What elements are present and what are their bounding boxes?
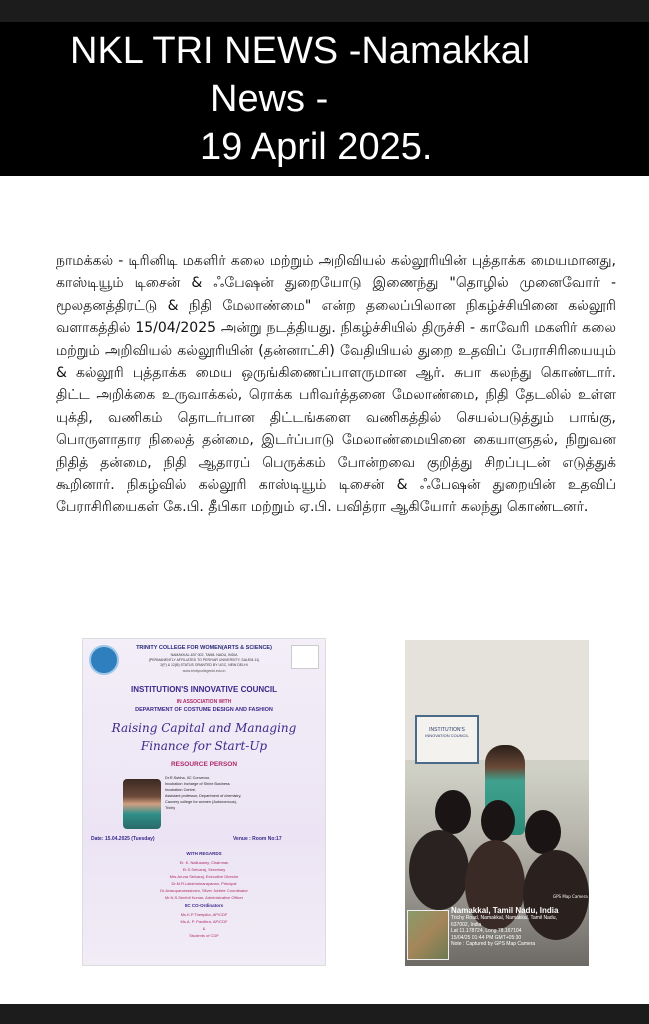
resource-person-details [165, 775, 241, 811]
poster-association: IN ASSOCIATION WITH [176, 699, 232, 705]
poster-coordinators-heading: IIC CO-Ordinators [184, 903, 224, 908]
regards-item: Mr.N.S.Senthil Kumar, Administrative Officer [164, 895, 244, 900]
poster-resource-heading: RESOURCE PERSON [170, 761, 238, 768]
header-title-line1: NKL TRI NEWS -Namakkal [70, 30, 531, 72]
poster-address2: (PERMANENTLY AFFILIATED TO PERIYAR UNIVERSITY, SALEM-11) [148, 658, 260, 662]
event-poster [82, 638, 326, 966]
poster-date: Date: 15.04.2025 (Tuesday) [91, 836, 155, 842]
gps-address: Trichy Road, Namakkal, Namakkal, Tamil Nadu, [451, 915, 557, 921]
poster-venue: Venue : Room No:17 [233, 836, 282, 842]
coordinator-item: Ms.K.P.Theepika, AP/CDF [180, 912, 228, 917]
poster-event-title-line2: Finance for Start-Up [140, 739, 268, 753]
regards-item: Mrs.Aruna Selvaraj, Executive Director [169, 874, 239, 879]
coordinator-item: & [202, 926, 206, 931]
poster-website: www.trinitycollegenkl.edu.in [182, 669, 226, 673]
photo-banner [415, 715, 479, 764]
poster-coordinators-list [83, 911, 325, 939]
rp-line: Trichy [165, 806, 176, 810]
regards-item: Dr.M.R.Lakshminarayanan, Principal [171, 881, 237, 886]
article-body: நாமக்கல் - டிரினிடி மகளிர் கலை மற்றும் அறிவியல் கல்லூரியின் புத்தாக்க மையமானது, காஸ்டியூம் டிசைன் & ஃபேஷன் துறையோடு இணைந்து "தொழில் முனைவோர் - மூலதனத்திரட்டு & நிதி மேலாண்மை" என்ற தலைப்பிலான நிகழ்ச்சியினை கல்லூரி வளாகத்தில் 15/04/2025 அன்று நடத்தியது. நிகழ்ச்சியில் திருச்சி - காவேரி மகளிர் கலை மற்றும் அறிவியல் கல்லூரியின் (தன்னாட்சி) வேதியியல் துறை உதவிப் பேராசிரியையும் & கல்லூரி புத்தாக்க மைய ஒருங்கிணைப்பாளருமான ஆர். சுபா கலந்து கொண்டார். திட்ட அறிக்கை உருவாக்கல், ரொக்க பரிவர்த்தனை மேலாண்மை, நிதி தேடலில் உள்ள யுக்தி, வணிகம் தொடர்பான திட்டங்களை வணிகத்தில் செயல்படுத்தும் பாங்கு, பொருளாதார நிலைத் தன்மை, இடர்ப்பாடு மேலாண்மையினை கையாளுதல், நிறுவன நிதித் தன்மை, நிதி ஆதாரப் பெருக்கம் போன்றவை குறித்து சிறப்புடன் எடுத்துக் கூறினார். நிகழ்வில் கல்லூரி காஸ்டியூம் டிசைன் & ஃபேஷன் துறையின் உதவிப் பேராசிரியைகள் கே.பி. தீபிகா மற்றும் ஏ.பி. பவித்ரா ஆகியோர் கலந்து கொண்டனர். [56, 253, 616, 516]
banner-text: INSTITUTION'S [429, 727, 465, 733]
poster-department: DEPARTMENT OF COSTUME DESIGN AND FASHION [135, 707, 273, 713]
bottom-bar [0, 1004, 649, 1024]
resource-person-photo [123, 779, 161, 829]
status-bar [0, 0, 649, 22]
gps-latlong: Lat 11.178724, Long 78.167104 [451, 928, 522, 934]
rp-line: Assistant professor, Department of chemistry, [165, 794, 242, 798]
coordinator-item: Students of CDF [189, 933, 219, 938]
rp-line: Cauvery college for women (Autonomous), [165, 800, 237, 804]
gps-map-thumbnail [407, 910, 449, 960]
gps-note: Note : Captured by GPS Map Camera [451, 941, 536, 947]
rp-line: Incubation Incharge of Shine Business [165, 782, 230, 786]
event-photo [405, 640, 589, 966]
poster-council-title: INSTITUTION'S INNOVATIVE COUNCIL [130, 685, 278, 694]
poster-address1: NAMAKKAL-637 002, TAMIL NADU, INDIA [170, 653, 238, 657]
rp-line: Incubation Centre, [165, 788, 197, 792]
poster-address3: 2(F) & 12(B) STATUS GRANTED BY UGC, NEW DELHI [160, 663, 248, 667]
poster-regards-list [83, 859, 325, 901]
audience-figure [409, 830, 469, 910]
regards-item: Dr.Arasuparamasivam, Silver Jubilee Coordinator [160, 888, 248, 893]
gps-stamp [451, 906, 587, 948]
rp-line: Dr.R.Subha, IIC Convenor, [165, 776, 210, 780]
poster-college-name: TRINITY COLLEGE FOR WOMEN(ARTS & SCIENCE) [136, 645, 272, 651]
news-header [0, 22, 649, 176]
audience-head [435, 790, 471, 834]
audience-head [525, 810, 561, 854]
banner-text: INNOVATION COUNCIL [425, 733, 469, 738]
poster-event-title-line1: Raising Capital and Managing [111, 721, 297, 735]
regards-item: Er.S.Selvaraj, Secretary [182, 867, 226, 872]
gps-location: Namakkal, Tamil Nadu, India [451, 906, 559, 915]
gps-badge: GPS Map Camera [553, 894, 588, 899]
poster-regards-heading: WITH REGARDS [186, 851, 222, 856]
gps-datetime: 15/04/25 01:44 PM GMT+05:30 [451, 934, 522, 941]
header-date: 19 April 2025. [200, 126, 433, 168]
gps-pincode: 637002, India [451, 921, 482, 928]
coordinator-item: Ms.A. P. Pavithra, AP/CDF [180, 919, 228, 924]
audience-head [481, 800, 515, 842]
regards-item: Er. K. Nallusamy, Chairman [179, 860, 229, 865]
header-title-line2: News - [210, 78, 329, 120]
